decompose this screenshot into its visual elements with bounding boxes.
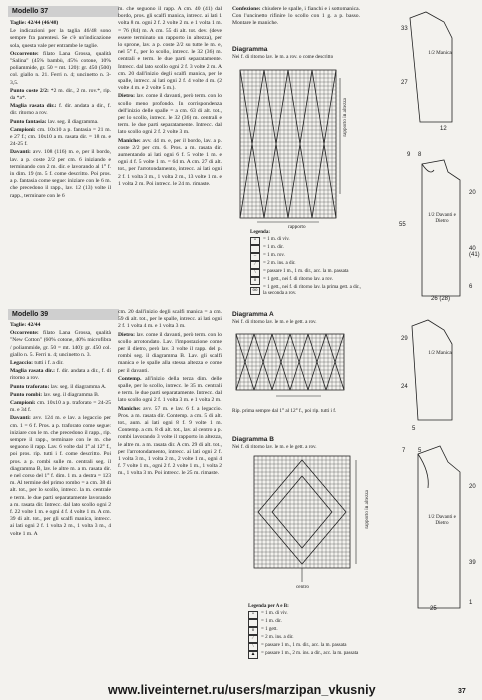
m37-legend-item (250, 269, 380, 277)
legend-text: = 1 m. di viv. (261, 611, 288, 617)
m39-dim-7: 1 (469, 600, 473, 606)
m37-occ: filato Lana Grossa, qualità "Salina" (45% bambù, 45% cotone, 10% poliammide, gr. 50 = mt. 120): gr. 450 (500) col. giallo n. 21. Ferri n. 4; uncinetto n. 3-3,5. (10, 50, 111, 86)
m37-rapporto-altezza-label: rapporto in altezza (342, 98, 348, 137)
m39-legaccio-label: Legaccio: (10, 360, 33, 367)
m37-camp: cm. 10x10 a p. fantasia = 21 m. e 27 f.; cm. 10x10 a m. rasata dir. = 18 m. e 24-25 f. (10, 126, 111, 148)
edge-stitch-symbol: • (250, 237, 260, 245)
m37-maglia: f. dir. andata a dir., f. dir. ritorno a rov. (10, 103, 112, 117)
m37-legend-title: Legenda: (250, 230, 270, 235)
m37-punto-label: Punto coste 2/2: (10, 87, 49, 94)
m39-ptraforato-label: Punto traforato: (10, 383, 50, 390)
page-number: 37 (458, 688, 466, 695)
m39-dim-1: 29 (401, 336, 408, 342)
m39-col2: cm. 20 dall'inizio degli scalfi manica = a cm. 59 di alt. tot., per le spalle, intrecc. ai lati ogni 2 f. 1 volta 4 m. e 1 volta 3 m. (118, 309, 222, 330)
m39-dav: avv. 124 m. e lav. a legaccio per cm. 1 = 6 f. Pros. a p. traforato come segue: iniziare con le m. che precedono il rapp., rip. sempre il rapp., terminare con le m. che seguono il rapp. Lav. 6 volte dal 1° al 12° f., poi pros. rip. tutti i f. come descritto. Poi pros. a p. rombi sulle m. centrali seg. il diagramma B, lav. le altre m. a m. rasata dir. e nel corso del 1° f. dim. 1 m. a destra = 123 m. Al termine del primo rombo = a cm. 38 di alt. tot., per lo scollo, intrecc. la m. centrale e term. le due parti separatamente lavorando a m. rasata dir. Intrecc. dal lato scollo ogni 2 f. 22 volte 1 m. e ogni 4 f. 4 volte 1 m. A cm. 39 di alt. tot., per gli scalfi manica, intrecc. ai lati ogni 2 f. 1 volta 2 m., 1 volta 3 m., 4 volte 1 m. A (10, 415, 111, 537)
m37-dim-3: 12 (440, 126, 447, 132)
m39-size: Taglie: 42/44 (10, 322, 41, 328)
legend-text: = 1 m. di viv. (263, 237, 290, 243)
diagram-a-grid (236, 334, 366, 404)
legend-text: = 1 gett. (261, 627, 278, 633)
legend-text: = passare 1 m., 1 m. dir., acc. la m. passata (261, 643, 347, 649)
ssk-symbol: \ (248, 643, 258, 651)
m39-dim-9: 5 (418, 448, 422, 454)
m39-maglia-label: Maglia rasata dir.: (10, 368, 56, 375)
m39-prombi-label: Punto rombi: (10, 391, 43, 398)
m39-contemp: all'inizio della terza dim. delle spalle, per lo scollo, intrecc. le 35 m. centrali e term. le due parti separatamente. Intrecc. dal lato scollo ogni 2 f. 1 volta 3 m. e 1 volta 2 m. (118, 375, 222, 404)
m37-diagram-title: Diagramma (232, 46, 268, 53)
knit-symbol (250, 245, 260, 253)
legend-text: = 1 gett., nei f. di ritorno lav. a rov. (263, 277, 333, 283)
m39-rip-text: Rip. prima sempre dal 1° al 12° f., poi rip. tutti i f. (232, 408, 337, 414)
model-39-column-1 (10, 322, 111, 682)
m37-col2: m. che seguono il rapp. A cm. 40 (41) dal bordo, pros. gli scalfi manica, intrecc. ai lati 1 volta 8 m. ogni 2 f. 2 volte 2 m. e 1 volta 1 m. = 76 (84) m. A cm. 55 di alt. tot. dev. (deve essere terminato un rapporto in altezza), per lo sprone, lav. a p. coste 2/2 su tutte le m. e, nel 5° f., per lo scollo, intrecc. le 32 (36) m. centrali e term. le due parti separatamente. Intrecc. dal lato scollo ogni 2 f. 3 volte 2 m. A cm. 20 dall'inizio degli scalfi manica, per le spalle, intrecc. ai lati ogni 2 f. 4 volte 4 m. (2 volte 4 m. e 2 volte 5 m.). (118, 6, 222, 92)
m37-fantasia-label: Punto fantasia: (10, 118, 47, 125)
yarn-over-symbol: o (248, 627, 258, 635)
m39-diagram-a-title: Diagramma A (232, 311, 274, 318)
legend-text: = 1 gett., nei f. di ritorno lav. la prima gett. a dir., la seconda a rov. (263, 284, 361, 297)
m39-legend-item (248, 619, 398, 627)
m37-maglia-label: Maglia rasata dir.: (10, 103, 57, 110)
m39-diagram-a-subtitle: Nei f. di ritorno lav. le m. e le gett. a rov. (232, 319, 317, 325)
m39-dav-label: Davanti: (10, 415, 31, 422)
m39-maglia: f. dir. andata a dir., f. di ritorno a rov. (10, 368, 112, 382)
m37-camp-label: Campioni: (10, 126, 36, 133)
m37-conf-label: Confezione: (232, 6, 261, 12)
m39-legend-item (248, 651, 398, 659)
model-37-column-2 (118, 6, 222, 261)
m37-dim-8: 9 (407, 152, 411, 158)
legend-text: = passare 1 m., 1 m. dir., acc. la m. passata (263, 269, 349, 275)
purl-symbol: – (250, 253, 260, 261)
model-39-column-2 (118, 309, 222, 684)
m37-maniche-label: Maniche: (118, 137, 141, 144)
m39-maniche-label: Maniche: (118, 405, 141, 412)
m37-fantasia: lav. seg. il diagramma. (46, 118, 99, 125)
m39-ptraforato: lav. seg. il diagramma A. (49, 383, 107, 390)
m39-centro-label: centro (296, 584, 309, 590)
m39-camp: cm. 10x10 a p. traforato = 24-25 m. e 34 f. (10, 400, 111, 414)
m39-dim-5: 20 (469, 484, 476, 490)
m37-dietro-label: Dietro: (118, 93, 135, 100)
yarn-over-symbol: o (250, 277, 260, 285)
m37-body-label: 1/2 Davanti e Dietro (428, 212, 456, 225)
m37-dim-2: 27 (401, 80, 408, 86)
edge-stitch-symbol: • (248, 611, 258, 619)
m39-dim-4: 25 (430, 606, 437, 612)
m39-dietro: lav. come il davanti, però term. con lo scollo arrotondato. Lav. l'impostazione come per il dietro, però lav. 3 volte il rapp. del p. rombi seg. il diagramma B. Lav. gli scalfi manica e le spalle alla stessa altezza e come per il davanti. (118, 331, 222, 374)
m39-body-label: 1/2 Davanti e Dietro (428, 514, 456, 527)
m39-legend-item (248, 627, 398, 635)
m37-intro: Le indicazioni per la taglia 46/48 sono sempre fra parentesi. Se c'è un'indicazione sola, questa vale per entrambe le taglie. (10, 28, 111, 49)
m37-dav: avv. 108 (116) m. e, per il bordo, lav. a p. coste 2/2 per cm. 6 iniziando e terminando con 2 m. dir. e lavorando al 1° f. in dim. 19 (m. 5 f. come descritto. Poi pros. a p. fantasia come segue: iniziare con le 6 m. che precedono il rapp., lav. 12 (13) volte il rapp., terminare con le 6 (10, 149, 111, 199)
k2tog-symbol: ⁄ (248, 635, 258, 643)
m37-sleeve-label: 1/2 Manica (428, 50, 452, 56)
m39-legend-title: Legenda per A e B: (248, 604, 289, 609)
m39-prombi: lav. seg. il diagramma B. (42, 391, 100, 398)
legend-text: = 1 m. dir. (263, 245, 284, 251)
legend-text: = 1 m. rov. (263, 253, 285, 259)
m37-dim-9: 8 (418, 152, 422, 158)
m39-contemp-label: Contemp. (118, 375, 142, 382)
m39-dim-6: 39 (469, 560, 476, 566)
legend-text: = passare 1 m., 2 m. ins. a dir., acc. la m. passata (261, 651, 359, 657)
m39-dim-2: 24 (401, 384, 408, 390)
m37-garment-schematic (400, 4, 480, 304)
m39-legend-item (248, 611, 398, 619)
m37-legend-item (250, 277, 380, 285)
m39-legend-item (248, 635, 398, 643)
m37-conf: chiudere le spalle, i fianchi e i sottomanica. Con l'uncinetto rifinire lo scollo con 1 g. a p. basso. Montare le maniche. (232, 6, 360, 27)
m39-diagram-b-subtitle: Nei f. di ritorno lav. le m. e le gett. a rov. (232, 444, 317, 450)
diagram-b-grid (254, 456, 374, 586)
m37-rapporto-label: rapporto (288, 224, 306, 230)
double-yarn-over-symbol: oo (250, 287, 260, 295)
ssk-symbol: \ (250, 269, 260, 277)
m37-legend-item (250, 253, 380, 261)
m37-dim-7: 6 (469, 284, 473, 290)
m39-diagram-b-title: Diagramma B (232, 436, 274, 443)
m39-occ-label: Occorrente: (10, 330, 39, 337)
k2tog-symbol: ⁄ (250, 261, 260, 269)
legend-text: = 2 m. ins. a dir. (261, 635, 294, 641)
m39-maniche: avv. 57 m. e lav. 6 f. a legaccio. Pros. a m. rasata dir. Contemp. a cm. 5 di alt. tot., aum. ai lati ogni 8 f. 9 volte 1 m. Contemp. a cm. 8 di alt. tot., lav. al centro a p. rombi lavorando 3 volte il rapporto in altezza, le altre m. a m. rasata dir. A cm. 29 di alt. tot., per l'arrotondamento, intrecc. ai lati ogni 2 f. 1 volta 3 m., 1 volta 2 m., 2 volte 1 m., ogni 4 f. 7 volte 1 m., ogni 2 f. 2 volte 1 m., 1 volta 2 m., 1 volta 3 m. Poi intrecc. le 25 m. rimaste. (118, 405, 222, 477)
m37-dim-1: 33 (401, 26, 408, 32)
m37-legend-item (250, 245, 380, 253)
legend-text: = 1 m. dir. (261, 619, 282, 625)
m37-dim-10: 20 (469, 190, 476, 196)
m39-rapporto-altezza-label: rapporto in altezza (364, 490, 370, 529)
m37-diagram-subtitle: Nei f. di ritorno lav. le m. a rov. o come descritto (232, 54, 334, 60)
m37-dim-6: 40 (41) (469, 246, 480, 258)
model-39-header: Modello 39 (8, 309, 119, 320)
m39-legend (248, 604, 398, 659)
m39-legaccio: tutti i f. a dir. (33, 360, 64, 367)
m39-legend-item (248, 643, 398, 651)
model-37-column-1 (10, 20, 111, 260)
m37-stitch-diagram (240, 70, 360, 228)
m39-dim-8: 7 (402, 448, 406, 454)
m37-legend-item (250, 237, 380, 245)
m37-punto: *2 m. dir., 2 m. rov.*, rip. da *a*. (10, 87, 111, 102)
m39-occ: filato Lana Grossa, qualità "New Cotton" (60% cotone, 40% microfibra / poliammide, gr. 50 = mt. 140): gr. 450 col. giallo n. 5. Ferri n. 4; uncinetto n. 3. (10, 330, 111, 358)
m39-camp-label: Campioni: (10, 400, 36, 407)
model-37-header: Modello 37 (8, 6, 119, 17)
model-37-confezione (232, 6, 360, 42)
m37-dietro: lav. come il davanti, però term. con lo scollo meno profondo. In corrispondenza dell'inizio delle spalle = a cm. 63 di alt. tot., per lo scollo, intrecc. le 32 (36) m. centrali e term. le due parti separatamente. Intrecc. dal lato scollo ogni 2 f. 2 volte 3 m. (118, 93, 222, 136)
m39-sleeve-label: 1/2 Manica (428, 350, 452, 356)
m37-dim-5: 55 (399, 222, 406, 228)
knit-symbol (248, 619, 258, 627)
sk2p-symbol: ▲ (248, 651, 258, 659)
m37-maniche: avv. 44 m. e, per il bordo, lav. a p. coste 2/2 per cm. 6. Pros. a m. rasata dir. aumentando ai lati ogni 6 f. 5 volte 1 m. e ogni 4 f. 5 volte 1 m. = 64 m. A cm. 27 di alt. tot., per l'arrotondamento, intrecc. ai lati ogni 2 f. 1 volta 3 m., 1 volta 2 m., 13 volte 1 m. e 1 volta 2 m. Poi intrecc. le 24 m. rimaste. (118, 137, 222, 187)
m37-dim-4: 26 (28) (431, 296, 451, 302)
m37-occ-label: Occorrente: (10, 50, 39, 57)
m37-legend-item (250, 261, 380, 269)
m37-legend (250, 230, 380, 298)
m39-dietro-label: Dietro: (118, 331, 135, 338)
legend-text: = 2 m. ins. a dir. (263, 261, 296, 267)
site-url[interactable]: www.liveinternet.ru/users/marzipan_vkusniy (108, 683, 376, 697)
m37-size: Taglie: 42/44 (46/48) (10, 20, 59, 26)
m39-dim-3: 5 (412, 426, 416, 432)
m37-legend-item (250, 285, 380, 298)
m37-dav-label: Davanti: (10, 149, 31, 156)
m39-garment-schematic (400, 312, 480, 612)
